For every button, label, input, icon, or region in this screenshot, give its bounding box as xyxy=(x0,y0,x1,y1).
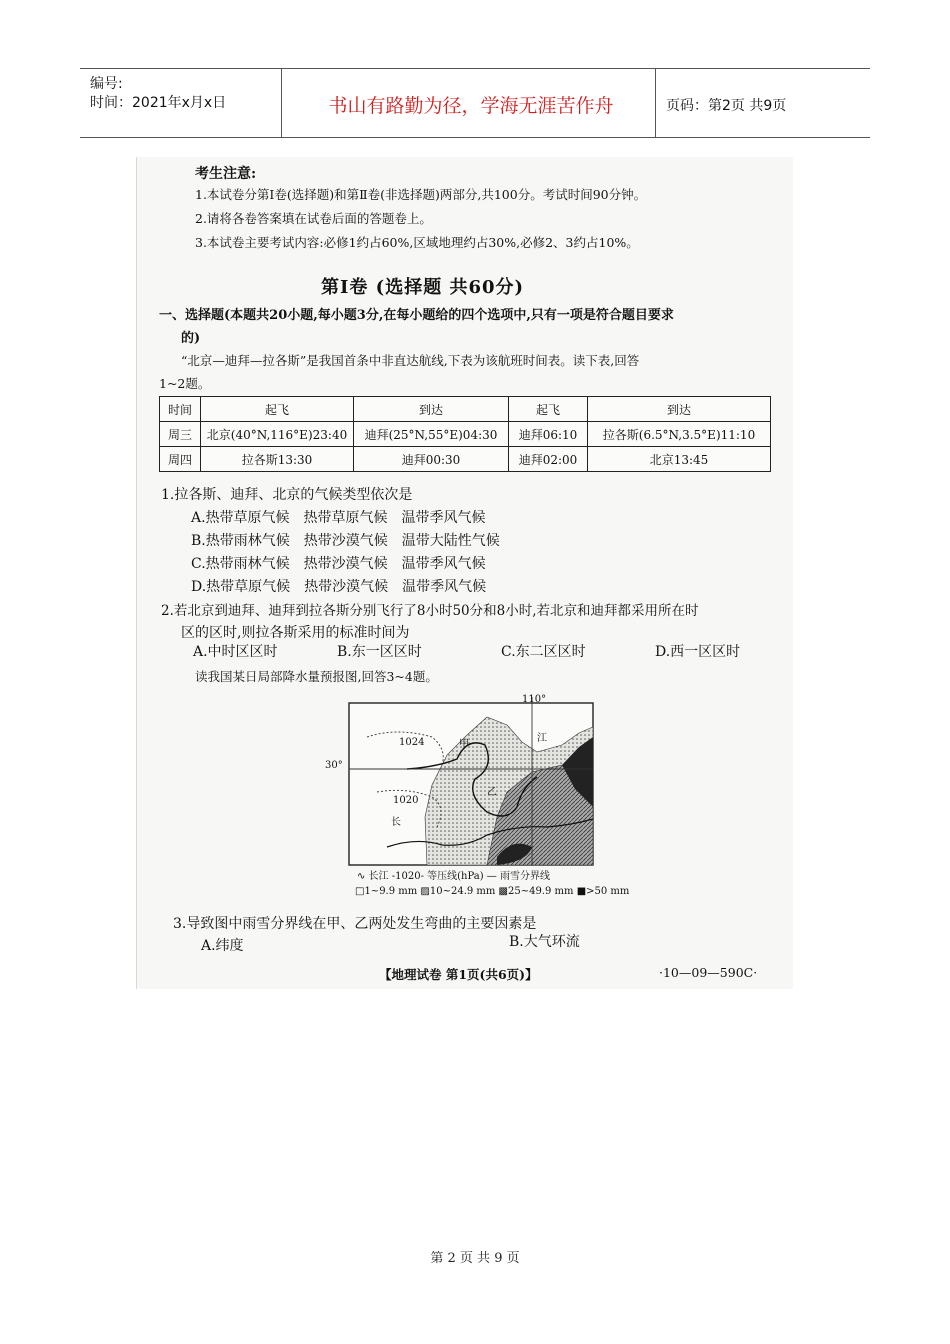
table-header-cell: 起飞 xyxy=(201,397,354,422)
question-2-option: D.西一区区时 xyxy=(655,644,741,660)
table-cell: 北京13:45 xyxy=(588,447,771,472)
scan-footer-right: ·10—09—590C· xyxy=(659,965,758,980)
question-2-option: B.东一区区时 xyxy=(337,644,422,660)
table-header-row xyxy=(160,397,771,422)
isobar-label: 1020 xyxy=(393,795,419,806)
table-cell: 周四 xyxy=(160,447,201,472)
code-label: 编号: xyxy=(90,76,123,92)
flight-timetable xyxy=(159,396,771,472)
header-meta xyxy=(90,75,226,113)
map-legend: □1~9.9 mm ▨10~24.9 mm ▩25~49.9 mm ■>50 mm xyxy=(355,886,630,897)
scanned-exam-page xyxy=(136,157,793,989)
table-row xyxy=(160,447,771,472)
question-2-option: C.东二区区时 xyxy=(501,644,586,660)
notice-item: 2.请将各卷答案填在试卷后面的答题卷上。 xyxy=(195,211,432,226)
question-1-option: C.热带雨林气候 热带沙漠气候 温带季风气候 xyxy=(191,556,486,572)
table-header-cell: 起飞 xyxy=(509,397,588,422)
table-cell: 迪拜06:10 xyxy=(509,422,588,447)
lon-label: 110° xyxy=(522,694,547,705)
table-cell: 迪拜02:00 xyxy=(509,447,588,472)
question-3-stem: 3.导致图中雨雪分界线在甲、乙两处发生弯曲的主要因素是 xyxy=(173,916,537,932)
header-slogan: 书山有路勤为径，学海无涯苦作舟 xyxy=(328,95,614,117)
table-header-cell: 到达 xyxy=(588,397,771,422)
question-3-option: A.纬度 xyxy=(201,938,244,954)
question-3-option: B.大气环流 xyxy=(509,934,580,950)
question-2-option: A.中时区区时 xyxy=(193,644,278,660)
table-cell: 拉各斯(6.5°N,3.5°E)11:10 xyxy=(588,422,771,447)
table-cell: 北京(40°N,116°E)23:40 xyxy=(201,422,354,447)
label-chang: 长 xyxy=(391,817,401,828)
section-instruction: 的) xyxy=(181,331,201,346)
question-2-stem: 2.若北京到迪拜、迪拜到拉各斯分别飞行了8小时50分和8小时,若北京和迪拜都采用所在时 xyxy=(161,603,699,619)
intro-text: “北京—迪拜—拉各斯”是我国首条中非直达航线,下表为该航班时间表。读下表,回答 xyxy=(181,353,640,368)
isobar-label: 1024 xyxy=(399,737,425,748)
question-1-option: D.热带草原气候 热带沙漠气候 温带季风气候 xyxy=(191,579,487,595)
question-1-option: A.热带草原气候 热带草原气候 温带季风气候 xyxy=(191,510,486,526)
question-1-option: B.热带雨林气候 热带沙漠气候 温带大陆性气候 xyxy=(191,533,500,549)
table-header-cell: 时间 xyxy=(160,397,201,422)
table-row xyxy=(160,422,771,447)
lat-label: 30° xyxy=(325,760,343,771)
document-header xyxy=(80,68,870,138)
table-cell: 周三 xyxy=(160,422,201,447)
notice-item: 3.本试卷主要考试内容:必修1约占60%,区域地理约占30%,必修2、3约占10%。 xyxy=(195,235,639,250)
map-intro: 读我国某日局部降水量预报图,回答3~4题。 xyxy=(195,669,438,684)
label-yi: 乙 xyxy=(487,787,497,798)
date-label: 时间：2021年x月x日 xyxy=(90,95,227,111)
table-cell: 拉各斯13:30 xyxy=(201,447,354,472)
table-header-cell: 到达 xyxy=(354,397,509,422)
question-1-stem: 1.拉各斯、迪拜、北京的气候类型依次是 xyxy=(161,487,413,503)
label-jia: 甲 xyxy=(459,739,469,750)
notice-item: 1.本试卷分第Ⅰ卷(选择题)和第Ⅱ卷(非选择题)两部分,共100分。考试时间90分钟。 xyxy=(195,187,647,202)
table-cell: 迪拜(25°N,55°E)04:30 xyxy=(354,422,509,447)
label-jiang: 江 xyxy=(537,733,547,744)
section-instruction: 一、选择题(本题共20小题,每小题3分,在每小题给的四个选项中,只有一项是符合题目要求 xyxy=(159,308,674,323)
scan-footer-left: 【地理试卷 第1页(共6页)】 xyxy=(379,967,538,982)
header-page-info: 页码：第2页 共9页 xyxy=(666,98,787,114)
map-legend: ∿ 长江 -1020- 等压线(hPa) — 雨雪分界线 xyxy=(357,871,550,882)
question-2-stem: 区的区时,则拉各斯采用的标准时间为 xyxy=(181,625,410,641)
table-cell: 迪拜00:30 xyxy=(354,447,509,472)
notice-title: 考生注意: xyxy=(195,166,257,182)
page-footer: 第 2 页 共 9 页 xyxy=(430,1251,520,1266)
header-divider xyxy=(281,69,282,137)
intro-text: 1~2题。 xyxy=(159,376,211,391)
section-title: 第Ⅰ卷 (选择题 共60分) xyxy=(321,277,525,298)
